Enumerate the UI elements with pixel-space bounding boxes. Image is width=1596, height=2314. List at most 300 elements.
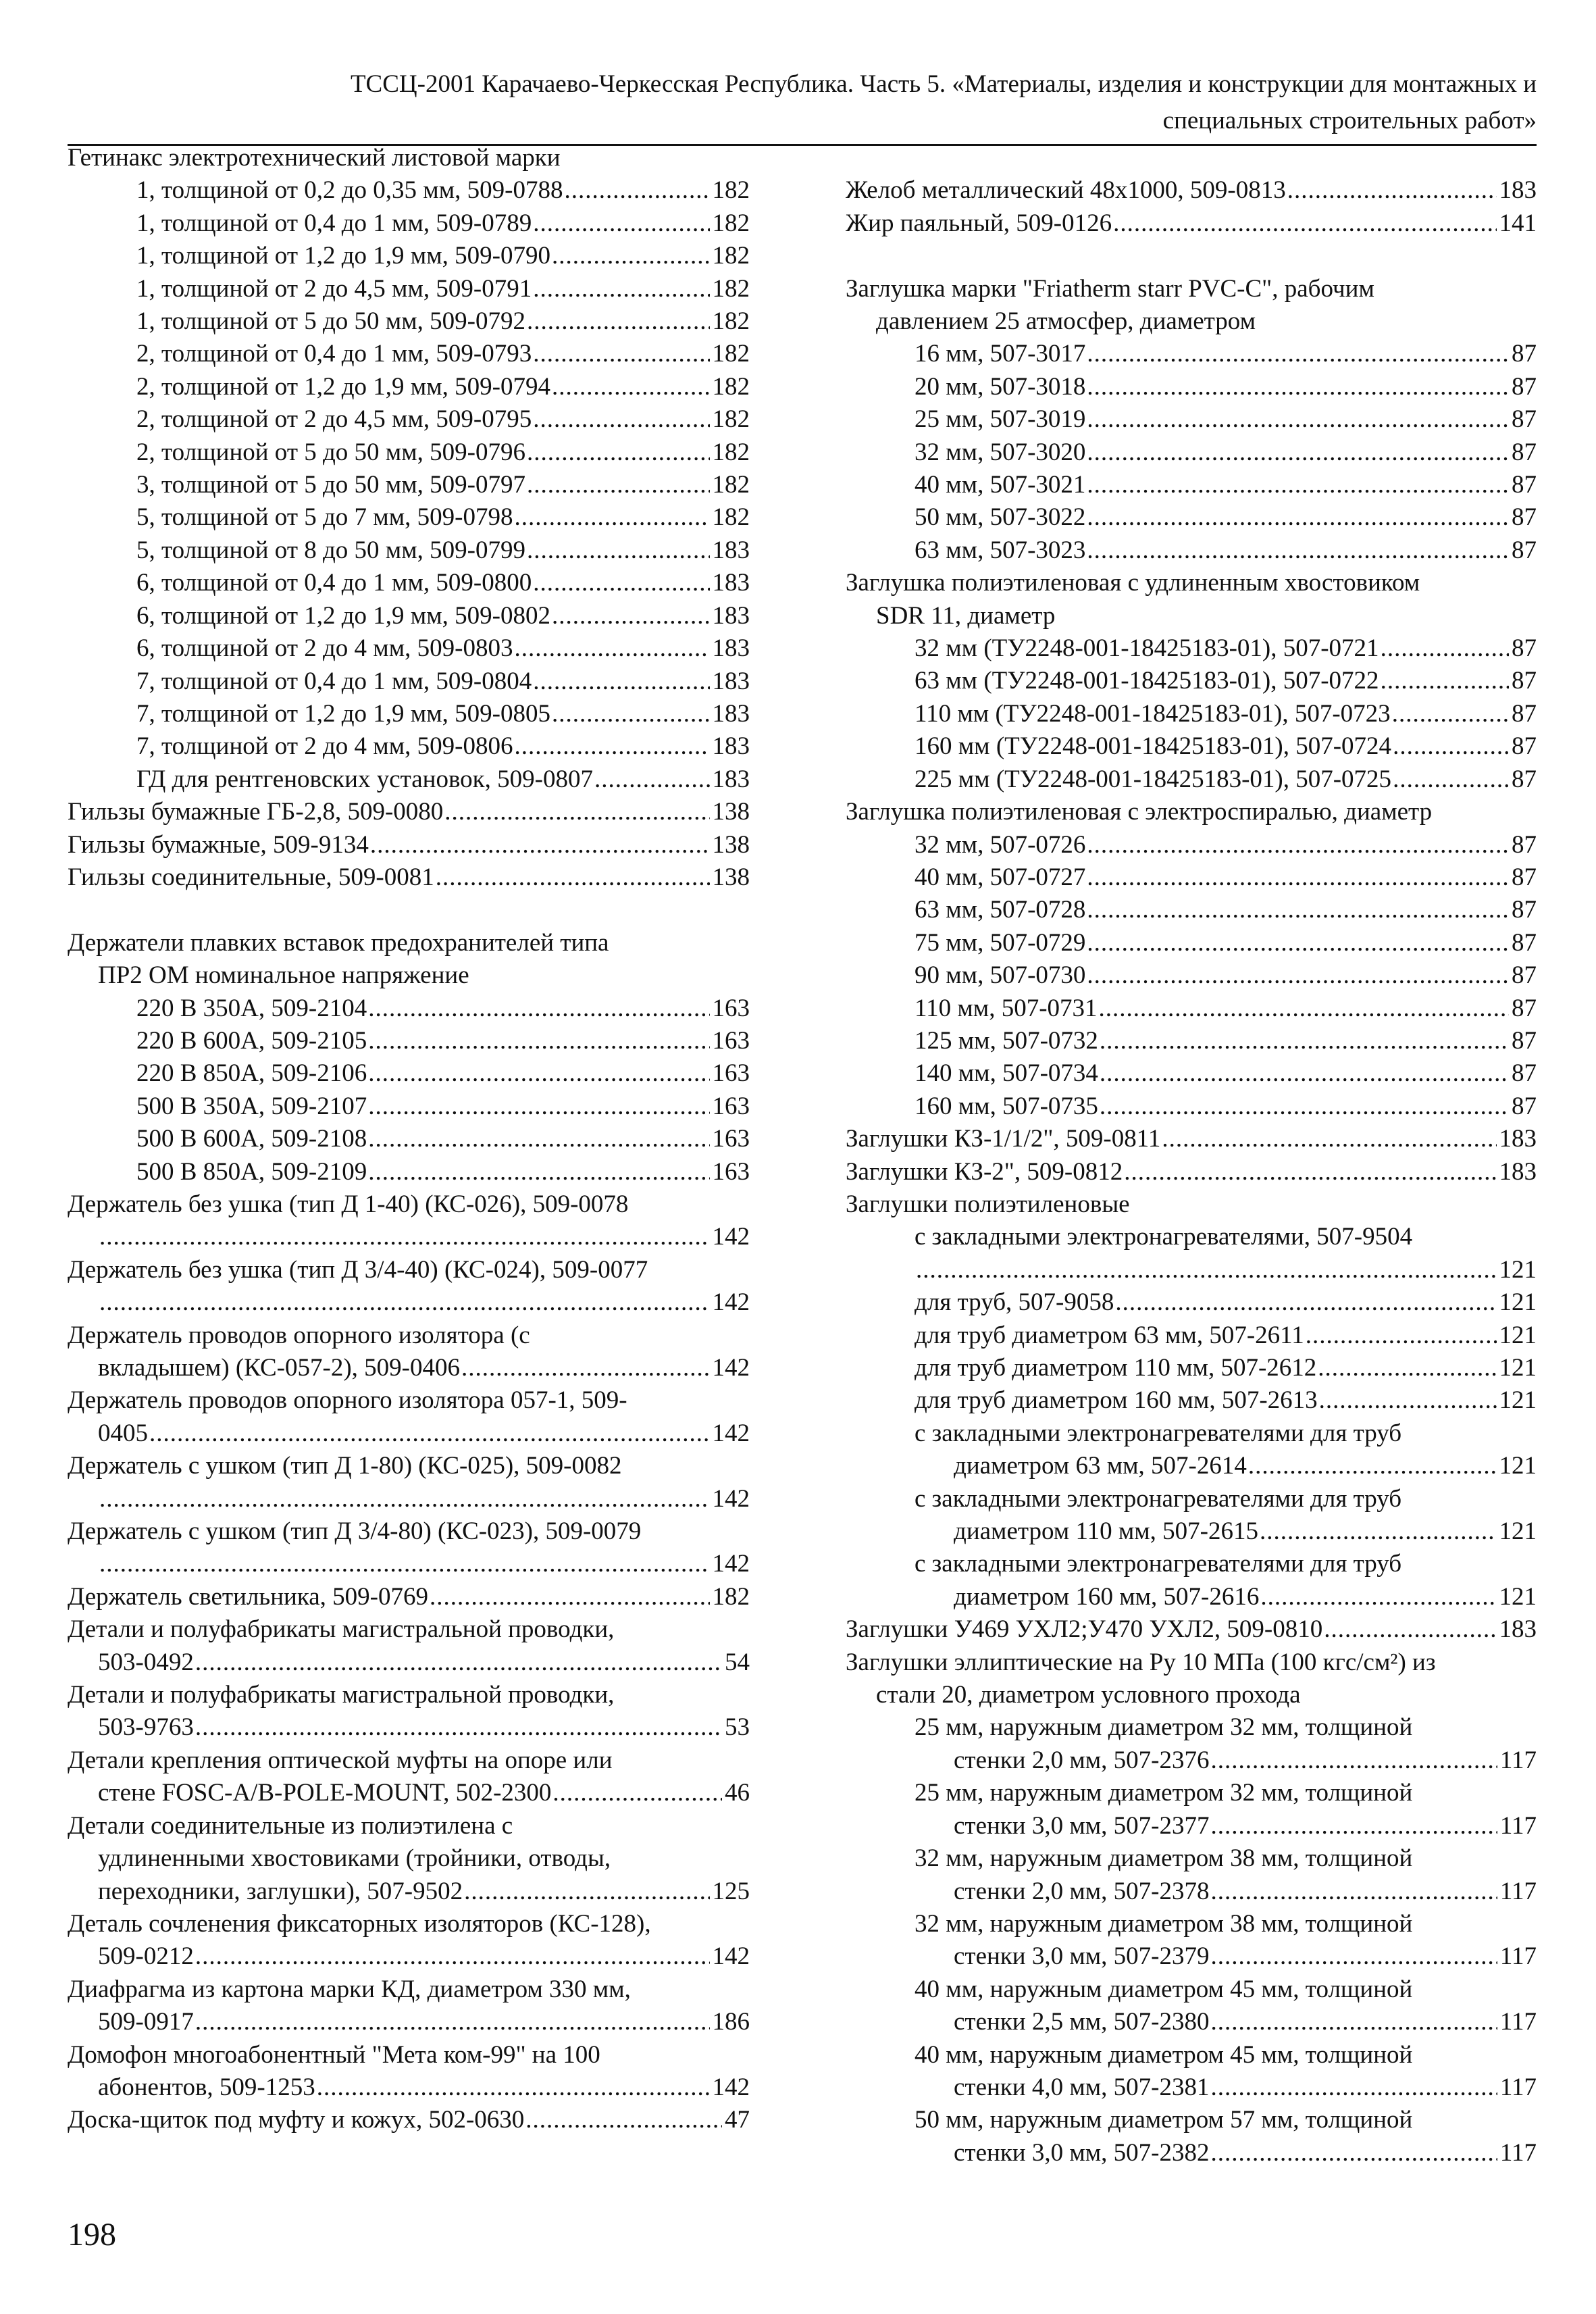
entry-text: диаметром 63 мм, 507-2614: [954, 1452, 1247, 1480]
page-reference: 186: [712, 2008, 750, 2036]
index-entry-line: [846, 207, 1537, 240]
page-reference: 183: [712, 699, 750, 728]
dot-leader: [1211, 2071, 1497, 2104]
entry-text: SDR 11, диаметр: [876, 601, 1056, 630]
dot-leader: [533, 338, 709, 370]
dot-leader: [195, 1940, 710, 1973]
page-reference: 117: [1499, 1942, 1537, 1971]
index-entry-line: [846, 1352, 1537, 1384]
dot-leader: [533, 567, 709, 599]
index-entry: [846, 927, 1537, 959]
dot-leader: [533, 665, 709, 698]
index-entry-line: [846, 1254, 1537, 1286]
index-entry: [68, 829, 750, 861]
dot-leader: [317, 2071, 710, 2104]
page-reference: 87: [1512, 536, 1537, 564]
index-entry-line: [846, 959, 1537, 992]
index-entry-line: [68, 2071, 750, 2104]
page-reference: 182: [712, 503, 750, 532]
index-entry: [68, 763, 750, 796]
page-reference: 121: [1499, 1288, 1537, 1317]
dot-leader: [1211, 2137, 1497, 2169]
index-entry: [68, 665, 750, 698]
entry-text: с закладными электронагревателями для труб: [915, 1484, 1402, 1513]
entry-text: 63 мм, 507-0728: [915, 896, 1086, 924]
dot-leader: [99, 1483, 710, 1515]
index-entry-line: [68, 1450, 750, 1482]
entry-text: Детали крепления оптической муфты на опоре или: [68, 1746, 613, 1774]
page-reference: 142: [712, 1223, 750, 1251]
index-entry-line: [846, 1842, 1537, 1875]
index-entry-line: [846, 338, 1537, 370]
index-entry-line: [846, 894, 1537, 926]
page-reference: 163: [712, 1092, 750, 1120]
dot-leader: [1087, 371, 1509, 403]
dot-leader: [368, 1090, 709, 1123]
entry-text: Держатель проводов опорного изолятора (с: [68, 1321, 530, 1349]
entry-text: Детали и полуфабрикаты магистральной проводки,: [68, 1615, 615, 1644]
index-entry-line: [68, 1123, 750, 1155]
entry-text: переходники, заглушки), 507-9502: [98, 1877, 463, 1905]
index-entry-line: [68, 1057, 750, 1090]
page-reference: 87: [1512, 830, 1537, 859]
entry-text: 2, толщиной от 2 до 4,5 мм, 509-0795: [136, 405, 532, 434]
index-entry: [68, 600, 750, 632]
index-entry: [846, 1711, 1537, 1777]
index-entry-line: [68, 1515, 750, 1548]
index-entry: [846, 1908, 1537, 1973]
dot-leader: [1324, 1613, 1496, 1646]
index-entry-line: [68, 829, 750, 861]
dot-leader: [514, 632, 709, 665]
page-reference: 183: [712, 536, 750, 564]
index-entry-line: [68, 1221, 750, 1253]
index-entry-line: [68, 730, 750, 763]
dot-leader: [1260, 1515, 1497, 1548]
entry-text: 32 мм, 507-3020: [915, 438, 1086, 466]
index-entry-line: [68, 142, 750, 174]
entry-text: 2, толщиной от 0,4 до 1 мм, 509-0793: [136, 340, 532, 368]
header-line-2: специальных строительных работ»: [1162, 107, 1537, 134]
index-entry: [846, 1973, 1537, 2039]
index-entry: [846, 829, 1537, 861]
page-reference: 183: [712, 667, 750, 695]
index-entry-line: [68, 1777, 750, 1809]
entry-text: Держатель с ушком (тип Д 1-80) (КС-025), 509-0082: [68, 1452, 622, 1480]
index-column-right: [846, 142, 1537, 2169]
entry-text: стенки 3,0 мм, 507-2382: [954, 2138, 1210, 2167]
index-entry: [846, 469, 1537, 501]
entry-text: 500 В 850А, 509-2109: [136, 1157, 367, 1186]
index-entry-line: [846, 1940, 1537, 1973]
index-entry: [68, 1581, 750, 1613]
index-entry-line: [68, 1254, 750, 1286]
entry-text: 40 мм, наружным диаметром 45 мм, толщиной: [915, 1975, 1413, 2003]
entry-text: 5, толщиной от 5 до 7 мм, 509-0798: [136, 503, 513, 532]
dot-leader: [533, 273, 709, 305]
entry-text: 16 мм, 507-3017: [915, 340, 1086, 368]
entry-text: Доска-щиток под муфту и кожух, 502-0630: [68, 2106, 525, 2134]
page-reference: 183: [1499, 1615, 1537, 1644]
entry-text: 509-0212: [98, 1942, 194, 1971]
entry-text: 25 мм, 507-3019: [915, 405, 1086, 434]
entry-text: удлиненными хвостовиками (тройники, отводы,: [98, 1844, 611, 1873]
page-reference: 87: [1512, 471, 1537, 499]
index-entry-line: [68, 1384, 750, 1417]
page-reference: 142: [712, 1288, 750, 1317]
page-number: 198: [68, 2217, 116, 2253]
dot-leader: [99, 1548, 710, 1580]
index-entry-line: [846, 1286, 1537, 1319]
index-entry: [68, 2039, 750, 2105]
page-reference: 182: [712, 274, 750, 303]
dot-leader: [1306, 1319, 1497, 1352]
dot-leader: [1287, 174, 1497, 207]
dot-leader: [1087, 894, 1509, 926]
dot-leader: [533, 403, 709, 436]
index-entry-line: [846, 1057, 1537, 1090]
index-entry: [68, 1057, 750, 1090]
index-entry-line: [68, 959, 750, 992]
index-entry-line: [68, 1908, 750, 1940]
index-entry: [68, 371, 750, 403]
index-entry-line: [846, 2137, 1537, 2169]
dot-leader: [552, 240, 710, 272]
index-entry-line: [68, 1417, 750, 1450]
entry-text: стенки 2,5 мм, 507-2380: [954, 2008, 1210, 2036]
dot-leader: [1087, 829, 1509, 861]
dot-leader: [1124, 1156, 1496, 1188]
index-entry: [68, 1450, 750, 1515]
index-entry-line: [846, 1515, 1537, 1548]
index-entry: [68, 567, 750, 599]
entry-text: Держатели плавких вставок предохранителей типа: [68, 928, 609, 957]
index-entry: [68, 305, 750, 338]
dot-leader: [99, 1221, 710, 1253]
entry-text: Заглушки У469 УХЛ2;У470 УХЛ2, 509-0810: [846, 1615, 1323, 1644]
index-entry-line: [846, 273, 1537, 305]
entry-text: для труб диаметром 110 мм, 507-2612: [915, 1354, 1317, 1382]
entry-text: диаметром 160 мм, 507-2616: [954, 1582, 1260, 1611]
entry-text: стене FOSC-A/B-POLE-MOUNT, 502-2300: [98, 1779, 552, 1807]
page-reference: 87: [1512, 1026, 1537, 1055]
index-entry-line: [846, 567, 1537, 599]
page-reference: 117: [1499, 1877, 1537, 1905]
page-reference: 125: [712, 1877, 750, 1905]
page-reference: 87: [1512, 994, 1537, 1022]
dot-leader: [1100, 1025, 1509, 1057]
entry-text: 125 мм, 507-0732: [915, 1026, 1098, 1055]
dot-leader: [1211, 1940, 1497, 1973]
index-entry-line: [68, 665, 750, 698]
dot-leader: [195, 1646, 722, 1679]
page-reference: 121: [1499, 1517, 1537, 1546]
entry-text: для труб диаметром 160 мм, 507-2613: [915, 1386, 1318, 1415]
page-reference: 117: [1499, 1811, 1537, 1840]
entry-text: стенки 3,0 мм, 507-2379: [954, 1942, 1210, 1971]
index-entry-line: [68, 2039, 750, 2071]
index-entry: [68, 174, 750, 207]
index-entry: [68, 698, 750, 730]
index-entry: [846, 1156, 1537, 1188]
index-entry-line: [846, 1221, 1537, 1253]
entry-text: Держатель с ушком (тип Д 3/4-80) (КС-023), 509-0079: [68, 1517, 642, 1546]
index-entry: [846, 1221, 1537, 1286]
page-reference: 183: [712, 732, 750, 761]
dot-leader: [368, 1156, 709, 1188]
index-entry: [846, 796, 1537, 828]
index-entry-line: [846, 2039, 1537, 2071]
dot-leader: [461, 1352, 710, 1384]
index-entry-line: [68, 174, 750, 207]
index-entry-line: [846, 698, 1537, 730]
index-entry-line: [846, 1319, 1537, 1352]
index-entry: [846, 1777, 1537, 1842]
entry-text: Жир паяльный, 509-0126: [846, 209, 1112, 237]
index-entry: [846, 1483, 1537, 1549]
index-entry: [68, 1319, 750, 1385]
dot-leader: [916, 1254, 1497, 1286]
page-reference: 87: [1512, 1092, 1537, 1120]
entry-text: Детали и полуфабрикаты магистральной проводки,: [68, 1681, 615, 1709]
entry-text: 1, толщиной от 5 до 50 мм, 509-0792: [136, 307, 525, 336]
entry-text: стали 20, диаметром условного прохода: [876, 1681, 1301, 1709]
index-entry-line: [846, 1744, 1537, 1777]
dot-leader: [368, 1057, 709, 1090]
index-entry-line: [68, 992, 750, 1025]
index-entry: [846, 861, 1537, 894]
index-entry: [68, 1188, 750, 1254]
index-entry: [68, 1515, 750, 1581]
index-entry-line: [68, 305, 750, 338]
index-entry-line: [846, 796, 1537, 828]
entry-text: 32 мм, наружным диаметром 38 мм, толщиной: [915, 1844, 1413, 1873]
index-entry-line: [846, 861, 1537, 894]
dot-leader: [368, 1025, 709, 1057]
entry-text: 6, толщиной от 1,2 до 1,9 мм, 509-0802: [136, 601, 550, 630]
index-entry: [846, 1613, 1537, 1646]
index-entry: [68, 1613, 750, 1679]
index-entry-line: [846, 1973, 1537, 2006]
entry-text: 503-0492: [98, 1648, 194, 1676]
entry-text: давлением 25 атмосфер, диаметром: [876, 307, 1256, 335]
index-entry: [68, 1384, 750, 1450]
index-entry: [846, 273, 1537, 338]
index-entry: [68, 1744, 750, 1810]
entry-text: Держатель без ушка (тип Д 1-40) (КС-026), 509-0078: [68, 1190, 629, 1218]
dot-leader: [1087, 534, 1509, 567]
index-entry-line: [846, 1876, 1537, 1908]
page-reference: 182: [712, 438, 750, 466]
index-entry-line: [846, 1417, 1537, 1450]
index-entry: [846, 534, 1537, 567]
index-entry-line: [68, 1352, 750, 1384]
index-entry-line: [68, 1744, 750, 1777]
page-reference: 183: [712, 601, 750, 630]
dot-leader: [552, 698, 710, 730]
page-reference: 54: [725, 1648, 750, 1676]
entry-text: Заглушки КЗ-2", 509-0812: [846, 1157, 1123, 1186]
dot-leader: [1113, 207, 1496, 240]
dot-leader: [1087, 927, 1509, 959]
dot-leader: [527, 305, 710, 338]
entry-text: ПР2 ОМ номинальное напряжение: [98, 961, 469, 990]
index-entry-line: [846, 665, 1537, 697]
entry-text: 1, толщиной от 1,2 до 1,9 мм, 509-0790: [136, 242, 550, 270]
entry-text: 2, толщиной от 1,2 до 1,9 мм, 509-0794: [136, 372, 550, 401]
index-entry: [68, 469, 750, 501]
index-entry-line: [68, 2104, 750, 2136]
entry-text: 220 В 600А, 509-2105: [136, 1026, 367, 1055]
index-entry: [68, 403, 750, 436]
page-header: [68, 66, 1537, 139]
index-entry-line: [68, 273, 750, 305]
entry-text: с закладными электронагревателями для труб: [915, 1550, 1402, 1578]
dot-leader: [552, 371, 710, 403]
page-reference: 142: [712, 1354, 750, 1382]
index-entry: [68, 534, 750, 567]
page-reference: 138: [712, 830, 750, 859]
dot-leader: [527, 436, 710, 469]
page-reference: 46: [725, 1779, 750, 1807]
dot-leader: [1100, 1057, 1509, 1090]
entry-text: 500 В 600А, 509-2108: [136, 1125, 367, 1153]
index-entry: [68, 632, 750, 665]
entry-text: 160 мм (ТУ2248-001-18425183-01), 507-0724: [915, 732, 1392, 761]
index-entry: [68, 1123, 750, 1155]
entry-text: Заглушка марки "Friatherm starr PVC-C", рабочим: [846, 274, 1374, 303]
header-line-1: ТССЦ-2001 Карачаево-Черкесская Республика. Часть 5. «Материалы, изделия и конструкции для монтажных и: [350, 70, 1537, 98]
index-entry-line: [846, 403, 1537, 436]
entry-text: 90 мм, 507-0730: [915, 961, 1086, 990]
index-entry: [68, 1908, 750, 1973]
index-entry-line: [68, 1090, 750, 1123]
page-reference: 182: [712, 471, 750, 499]
index-entry-line: [846, 1810, 1537, 1842]
index-entry-line: [846, 174, 1537, 207]
page-reference: 87: [1512, 961, 1537, 990]
index-entry: [846, 1188, 1537, 1221]
index-entry-line: [68, 861, 750, 894]
dot-leader: [1087, 338, 1509, 370]
section-gap: [68, 894, 750, 926]
index-entry: [846, 2104, 1537, 2169]
entry-text: 225 мм (ТУ2248-001-18425183-01), 507-0725: [915, 765, 1392, 793]
page-reference: 138: [712, 863, 750, 891]
page-reference: 87: [1512, 667, 1537, 695]
page-reference: 117: [1499, 2073, 1537, 2101]
index-entry-line: [846, 1613, 1537, 1646]
page-reference: 163: [712, 1059, 750, 1088]
index-entry-line: [846, 2006, 1537, 2038]
entry-text: 110 мм (ТУ2248-001-18425183-01), 507-0723: [915, 699, 1391, 728]
index-entry-line: [846, 600, 1537, 632]
index-entry: [68, 207, 750, 240]
entry-text: 6, толщиной от 2 до 4 мм, 509-0803: [136, 634, 513, 663]
entry-text: 32 мм (ТУ2248-001-18425183-01), 507-0721: [915, 634, 1379, 663]
index-entry: [846, 763, 1537, 796]
index-entry: [846, 403, 1537, 436]
index-entry: [846, 1057, 1537, 1090]
entry-text: 32 мм, 507-0726: [915, 830, 1086, 859]
index-entry: [846, 1384, 1537, 1417]
index-entry: [846, 730, 1537, 763]
page-reference: 121: [1499, 1321, 1537, 1349]
index-entry-line: [846, 1646, 1537, 1679]
index-entry-line: [846, 1548, 1537, 1580]
dot-leader: [525, 2104, 722, 2136]
entry-text: абонентов, 509-1253: [98, 2073, 315, 2101]
index-entry: [846, 894, 1537, 926]
index-entry: [846, 1548, 1537, 1613]
index-entry: [68, 273, 750, 305]
index-entry: [846, 1090, 1537, 1123]
index-entry: [846, 2039, 1537, 2105]
entry-text: 50 мм, наружным диаметром 57 мм, толщиной: [915, 2106, 1413, 2134]
index-entry-line: [68, 469, 750, 501]
entry-text: Заглушка полиэтиленовая с электроспиралью, диаметр: [846, 798, 1433, 826]
entry-text: Желоб металлический 48х1000, 509-0813: [846, 176, 1286, 205]
entry-text: Гетинакс электротехнический листовой марки: [68, 144, 561, 172]
entry-text: 63 мм, 507-3023: [915, 536, 1086, 564]
index-entry: [68, 501, 750, 534]
page-reference: 53: [725, 1713, 750, 1742]
index-entry: [68, 730, 750, 763]
page-reference: 182: [712, 242, 750, 270]
index-entry: [68, 436, 750, 469]
index-entry: [846, 698, 1537, 730]
dot-leader: [527, 469, 710, 501]
index-entry-line: [846, 1679, 1537, 1711]
index-entry-line: [68, 1876, 750, 1908]
page-reference: 183: [712, 634, 750, 663]
index-entry-line: [68, 1679, 750, 1711]
index-entry: [846, 567, 1537, 632]
index-entry-line: [846, 1450, 1537, 1482]
index-entry: [846, 1286, 1537, 1319]
index-entry-line: [846, 501, 1537, 534]
dot-leader: [1099, 992, 1509, 1025]
entry-text: 220 В 850А, 509-2106: [136, 1059, 367, 1088]
index-entry-line: [68, 1319, 750, 1352]
index-entry-line: [846, 1090, 1537, 1123]
index-entry-line: [68, 698, 750, 730]
page-reference: 121: [1499, 1582, 1537, 1611]
dot-leader: [1392, 698, 1509, 730]
index-entry-line: [846, 305, 1537, 338]
section-gap: [846, 240, 1537, 272]
index-entry: [846, 1025, 1537, 1057]
page-reference: 121: [1499, 1452, 1537, 1480]
entry-text: 503-9763: [98, 1713, 194, 1742]
entry-text: 6, толщиной от 0,4 до 1 мм, 509-0800: [136, 569, 532, 597]
page-reference: 163: [712, 1125, 750, 1153]
index-entry: [68, 1254, 750, 1319]
dot-leader: [1211, 2006, 1497, 2038]
section-gap: [846, 142, 1537, 174]
page-reference: 121: [1499, 1255, 1537, 1284]
page-reference: 87: [1512, 438, 1537, 466]
entry-text: 40 мм, 507-3021: [915, 471, 1086, 499]
dot-leader: [552, 1777, 722, 1809]
index-entry-line: [68, 240, 750, 272]
index-entry: [68, 338, 750, 370]
entry-text: 40 мм, наружным диаметром 45 мм, толщиной: [915, 2040, 1413, 2069]
page-reference: 182: [712, 209, 750, 237]
dot-leader: [514, 730, 709, 763]
index-entry: [846, 959, 1537, 992]
index-entry-line: [68, 2006, 750, 2038]
